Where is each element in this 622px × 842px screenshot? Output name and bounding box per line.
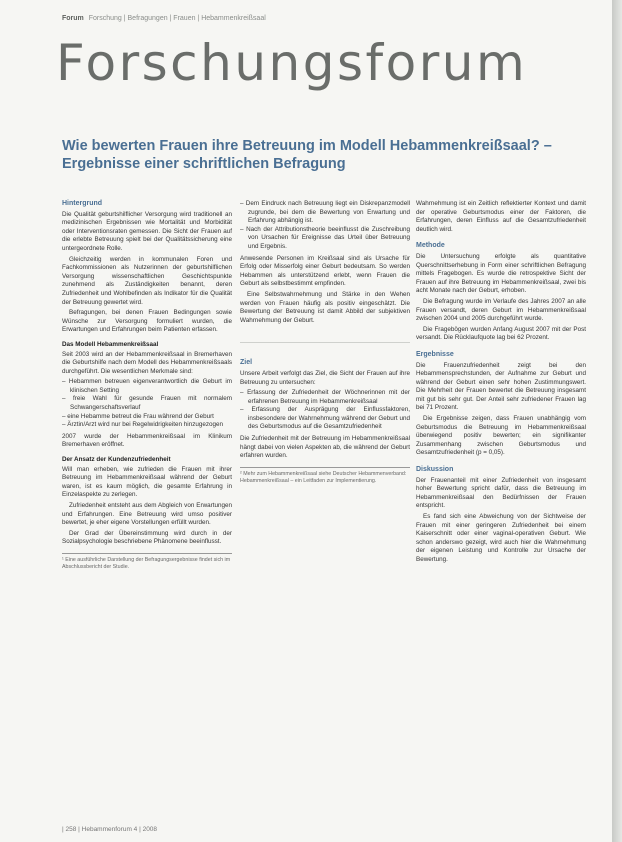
paragraph: Unsere Arbeit verfolgt das Ziel, die Sicht der Frauen auf ihre Betreuung zu untersuchen: <box>240 369 410 386</box>
paragraph: Die Zufriedenheit mit der Betreuung im Hebammenkreißsaal hängt dabei von vielen Aspekten ab, die während der Geburt erfahren wurden. <box>240 435 410 460</box>
column-2 <box>240 200 410 485</box>
page-gutter <box>612 0 622 842</box>
paragraph: Die Untersuchung erfolgte als quantitative Querschnittserhebung in Form einer schriftlichen Befragung mittels Fragebogen. Es wurde die retrospektive Sicht der Frauen auf ihre Betreuung im Hebammenkreißsaal, zwei bis acht Monate nach der Geburt, erhoben. <box>416 252 586 295</box>
section-label: Forum <box>62 15 84 22</box>
heading-ergebnisse: Ergebnisse <box>416 350 454 358</box>
column-3 <box>416 200 586 567</box>
list-item: – Erfassung der Zufriedenheit der Wöchnerinnen mit der erfahrenen Betreuung im Hebammenkreißsaal <box>240 389 410 406</box>
paragraph: Die Fragebögen wurden Anfang August 2007 mit der Post versandt. Die Rücklaufquote lag bei 62 Prozent. <box>416 325 586 342</box>
paragraph: 2007 wurde der Hebammenkreißsaal im Klinikum Bremerhaven eröffnet. <box>62 432 232 449</box>
list-item: – Hebammen betreuen eigenverantwortlich die Geburt im klinischen Setting <box>62 378 232 395</box>
article-title: Wie bewerten Frauen ihre Betreuung im Modell Hebammenkreißsaal? – Ergebnisse einer schriftlichen Befragung <box>62 138 552 172</box>
paragraph: Die Qualität geburtshilflicher Versorgung wird traditionell an medizinischen Ergebnissen wie Mortalität und Morbidität oder Interventionsraten gemessen. Die Sicht der Frauen auf die erlebte Betreuung spielt bei der Qualitätssicherung eine untergeordnete Rolle. <box>62 210 232 252</box>
paragraph: Die Frauenzufriedenheit zeigt bei den Hebammensprechstunden, der Aufnahme zur Geburt und während der Geburt einen sehr hohen Zustimmungswert. Die Mehrheit der Frauen bewertet die Betreuung insgesamt mit gut bis sehr gut. Der Anteil sehr zufriedener Frauen lag bei 71 Prozent. <box>416 361 586 412</box>
breadcrumb <box>62 15 266 22</box>
heading-modell: Das Modell Hebammenkreißsaal <box>62 340 159 348</box>
list-item: – Ärztin/Arzt wird nur bei Regelwidrigkeiten hinzugezogen <box>62 421 232 430</box>
heading-hintergrund: Hintergrund <box>62 200 103 207</box>
masthead-title: Forschungsforum <box>56 34 528 92</box>
paragraph: Will man erheben, wie zufrieden die Frauen mit ihrer Betreuung im Hebammenkreißsaal während der Geburt waren, ist es kaum möglich, die gesamte Erfahrung in Einzelaspekte zu zerlegen. <box>62 465 232 499</box>
paragraph: Anwesende Personen im Kreißsaal sind als Ursache für Erfolg oder Misserfolg einer Geburt bedeutsam. So werden Hebammen als unterstützend erlebt, wenn Frauen die Geburt als selbstbestimmt empfinden. <box>240 254 410 288</box>
paragraph: Die Ergebnisse zeigen, dass Frauen unabhängig vom Geburtsmodus die Betreuung im Hebammenkreißsaal überwiegend positiv bewerten; ein signifikanter Zusammenhang zwischen Geburtsmodus und Gesamtzufriedenheit (p = 0,05). <box>416 415 586 457</box>
paragraph: Wahrnehmung ist ein Zeitlich reflektierter Kontext und damit der operative Geburtsmodus einer der Faktoren, die Erfahrungen, deren Einfluss auf die Gesamtzufriedenheit deutlich wird. <box>416 200 586 233</box>
paragraph: Die Befragung wurde im Verlaufe des Jahres 2007 an alle Frauen versandt, deren Geburt im Hebammenkreißsaal zwischen 2004 und 2005 durchgeführt wurde. <box>416 297 586 323</box>
paragraph: Eine Selbstwahrnehmung und Stärke in den Wehen werden von Frauen häufig als positiv eingeschätzt. Die Bewertung der Betreuung ist damit Abbild der subjektiven Wahrnehmung der Geburt. <box>240 290 410 324</box>
list-item: – eine Hebamme betreut die Frau während der Geburt <box>62 413 232 422</box>
heading-methode: Methode <box>416 242 445 250</box>
feature-list <box>62 378 232 430</box>
breadcrumb-path: Forschung | Befragungen | Frauen | Hebammenkreißsaal <box>88 15 266 22</box>
heading-ziel: Ziel <box>240 359 253 367</box>
figure-placeholder <box>240 328 410 356</box>
paragraph: Es fand sich eine Abweichung von der Sichtweise der Frauen mit einer geringeren Zufriedenheit bei einem Kaiserschnitt oder einer vaginal-operativen Geburt. Wie schon anderswo gezeigt, wird auch hier die Wahrnehmung der eigenen Leistung und Kontrolle zur Ursache der Bewertung. <box>416 513 586 563</box>
divider <box>240 342 410 343</box>
column-1 <box>62 200 232 571</box>
footnote: ¹ Eine ausführliche Darstellung der Befragungsergebnisse findet sich im Abschlussbericht der Studie. <box>62 553 232 571</box>
list-item: – Dem Eindruck nach Betreuung liegt ein Diskrepanzmodell zugrunde, bei dem die Bewertung von Erwartung und Erfahrung abhängig ist. <box>240 200 410 226</box>
paragraph: Befragungen, bei denen Frauen Bedingungen sowie Wünsche zur Versorgung formuliert wurden, die Erwartungen und Erfahrungen beim Patienten erfassen. <box>62 309 232 334</box>
heading-diskussion: Diskussion <box>416 466 454 474</box>
paragraph: Der Grad der Übereinstimmung wird durch in der Sozialpsychologie beschriebene Phänomene beeinflusst. <box>62 529 232 546</box>
theory-list <box>240 200 410 252</box>
goal-list <box>240 389 410 432</box>
heading-ansatz: Der Ansatz der Kundenzufriedenheit <box>62 456 171 464</box>
paragraph: Der Frauenanteil mit einer Zufriedenheit von insgesamt hoher Bewertung spricht dafür, dass die Betreuung im Hebammenkreißsaal den Bedürfnissen der Frauen entspricht. <box>416 476 586 510</box>
paragraph: Zufriedenheit entsteht aus dem Abgleich von Erwartungen und Erfahrungen. Eine Betreuung wird umso positiver bewertet, je eher eigene Vorstellungen erfüllt wurden. <box>62 502 232 527</box>
list-item: – Erfassung der Ausprägung der Einflussfaktoren, insbesondere der Wahrnehmung während der Geburt und des Geburtsmodus auf die Gesamtzufriedenheit <box>240 406 410 432</box>
list-item: – freie Wahl für gesunde Frauen mit normalem Schwangerschaftsverlauf <box>62 395 232 412</box>
paragraph: Gleichzeitig werden in kommunalen Foren und Fachkommissionen als Nutzerinnen der geburtshilflichen Versorgung wissenschaftlichen Geschichtspunkte zunehmend als Zuständigkeiten benannt, deren Zufriedenheit und Wohlbefinden als Indikator für die Qualität der Betreuung gewertet wird. <box>62 255 232 306</box>
list-item: – Nach der Attributionstheorie beeinflusst die Zuschreibung von Ursachen für Ereignisse das Urteil über Betreuung und Ergebnis. <box>240 226 410 252</box>
footnote: ² Mehr zum Hebammenkreißsaal siehe Deutscher Hebammenverband: Hebammenkreißsaal – ein Leitfaden zur Implementierung. <box>240 467 410 485</box>
paragraph: Seit 2003 wird an der Hebammenkreißsaal in Bremerhaven die Geburtshilfe nach dem Modell des Hebammenkreißsaals durchgeführt. Die wesentlichen Merkmale sind: <box>62 350 232 375</box>
page-footer: | 258 | Hebammenforum 4 | 2008 <box>62 826 158 833</box>
